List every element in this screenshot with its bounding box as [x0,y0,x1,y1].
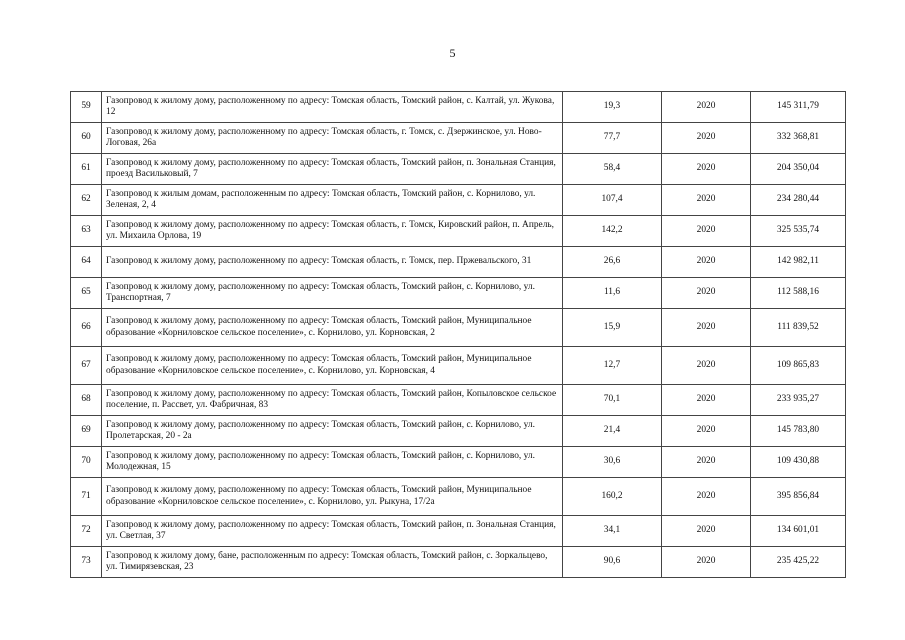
row-cost: 233 935,27 [751,385,846,416]
table-row [71,278,846,309]
row-description: Газопровод к жилому дому, бане, расположенным по адресу: Томская область, Томский район, с. Зоркальцево, ул. Тимирязевская, 23 [102,547,563,578]
row-number: 67 [71,347,102,385]
row-year: 2020 [662,185,751,216]
row-year: 2020 [662,347,751,385]
row-year: 2020 [662,92,751,123]
row-description: Газопровод к жилому дому, расположенному по адресу: Томская область, Томский район, с. Корнилово, ул. Транспортная, 7 [102,278,563,309]
row-description: Газопровод к жилому дому, расположенному по адресу: Томская область, Томский район, п. Зональная Станция, проезд Васильковый, 7 [102,154,563,185]
gas-pipeline-table [70,91,846,578]
row-year: 2020 [662,516,751,547]
row-number: 66 [71,309,102,347]
row-year: 2020 [662,154,751,185]
row-year: 2020 [662,547,751,578]
row-description: Газопровод к жилому дому, расположенному по адресу: Томская область, Томский район, Копыловское сельское поселение, п. Рассвет, ул. Фабричная, 83 [102,385,563,416]
row-number: 68 [71,385,102,416]
row-description: Газопровод к жилому дому, расположенному по адресу: Томская область, Томский район, Муниципальное образование «Корниловское сельское поселение», с. Корнилово, ул. Корновская, 4 [102,347,563,385]
row-description: Газопровод к жилым домам, расположенным по адресу: Томская область, Томский район, с. Корнилово, ул. Зеленая, 2, 4 [102,185,563,216]
table-row [71,516,846,547]
row-length: 11,6 [563,278,662,309]
table-row [71,154,846,185]
row-length: 30,6 [563,447,662,478]
row-cost: 204 350,04 [751,154,846,185]
row-cost: 142 982,11 [751,247,846,278]
row-year: 2020 [662,385,751,416]
row-length: 70,1 [563,385,662,416]
row-description: Газопровод к жилому дому, расположенному по адресу: Томская область, г. Томск, пер. Пржевальского, 31 [102,247,563,278]
row-length: 107,4 [563,185,662,216]
row-length: 15,9 [563,309,662,347]
row-description: Газопровод к жилому дому, расположенному по адресу: Томская область, Томский район, с. Калтай, ул. Жукова, 12 [102,92,563,123]
row-number: 72 [71,516,102,547]
row-cost: 111 839,52 [751,309,846,347]
table-row [71,347,846,385]
row-cost: 109 865,83 [751,347,846,385]
table-row [71,447,846,478]
table-row [71,385,846,416]
row-length: 26,6 [563,247,662,278]
row-cost: 234 280,44 [751,185,846,216]
row-number: 62 [71,185,102,216]
row-year: 2020 [662,278,751,309]
row-year: 2020 [662,216,751,247]
table-row [71,185,846,216]
row-length: 19,3 [563,92,662,123]
row-cost: 325 535,74 [751,216,846,247]
table-row [71,92,846,123]
row-cost: 145 311,79 [751,92,846,123]
row-length: 142,2 [563,216,662,247]
row-description: Газопровод к жилому дому, расположенному по адресу: Томская область, Томский район, с. Корнилово, ул. Молодежная, 15 [102,447,563,478]
row-number: 64 [71,247,102,278]
row-number: 71 [71,478,102,516]
table-row [71,247,846,278]
row-length: 77,7 [563,123,662,154]
row-year: 2020 [662,247,751,278]
row-description: Газопровод к жилому дому, расположенному по адресу: Томская область, г. Томск, Кировский район, п. Апрель, ул. Михаила Орлова, 19 [102,216,563,247]
row-description: Газопровод к жилому дому, расположенному по адресу: Томская область, г. Томск, с. Дзержинское, ул. Ново-Логовая, 26а [102,123,563,154]
row-number: 59 [71,92,102,123]
row-cost: 109 430,88 [751,447,846,478]
row-length: 21,4 [563,416,662,447]
row-length: 58,4 [563,154,662,185]
table-row [71,547,846,578]
row-length: 90,6 [563,547,662,578]
row-cost: 112 588,16 [751,278,846,309]
row-number: 60 [71,123,102,154]
row-year: 2020 [662,447,751,478]
table-row [71,478,846,516]
row-description: Газопровод к жилому дому, расположенному по адресу: Томская область, Томский район, с. Корнилово, ул. Пролетарская, 20 - 2а [102,416,563,447]
row-number: 63 [71,216,102,247]
row-number: 69 [71,416,102,447]
row-number: 70 [71,447,102,478]
row-year: 2020 [662,123,751,154]
row-cost: 395 856,84 [751,478,846,516]
table-row [71,309,846,347]
row-length: 34,1 [563,516,662,547]
table-row [71,416,846,447]
row-length: 12,7 [563,347,662,385]
row-number: 65 [71,278,102,309]
row-cost: 145 783,80 [751,416,846,447]
row-year: 2020 [662,478,751,516]
row-cost: 332 368,81 [751,123,846,154]
row-cost: 235 425,22 [751,547,846,578]
row-description: Газопровод к жилому дому, расположенному по адресу: Томская область, Томский район, Муниципальное образование «Корниловское сельское поселение», с. Корнилово, ул. Рыкуна, 17/2а [102,478,563,516]
page-number: 5 [449,46,456,60]
row-year: 2020 [662,309,751,347]
row-length: 160,2 [563,478,662,516]
table-row [71,123,846,154]
table-row [71,216,846,247]
row-number: 73 [71,547,102,578]
row-description: Газопровод к жилому дому, расположенному по адресу: Томская область, Томский район, Муниципальное образование «Корниловское сельское поселение», с. Корнилово, ул. Корновская, 2 [102,309,563,347]
row-description: Газопровод к жилому дому, расположенному по адресу: Томская область, Томский район, п. Зональная Станция, ул. Светлая, 37 [102,516,563,547]
row-cost: 134 601,01 [751,516,846,547]
row-year: 2020 [662,416,751,447]
row-number: 61 [71,154,102,185]
